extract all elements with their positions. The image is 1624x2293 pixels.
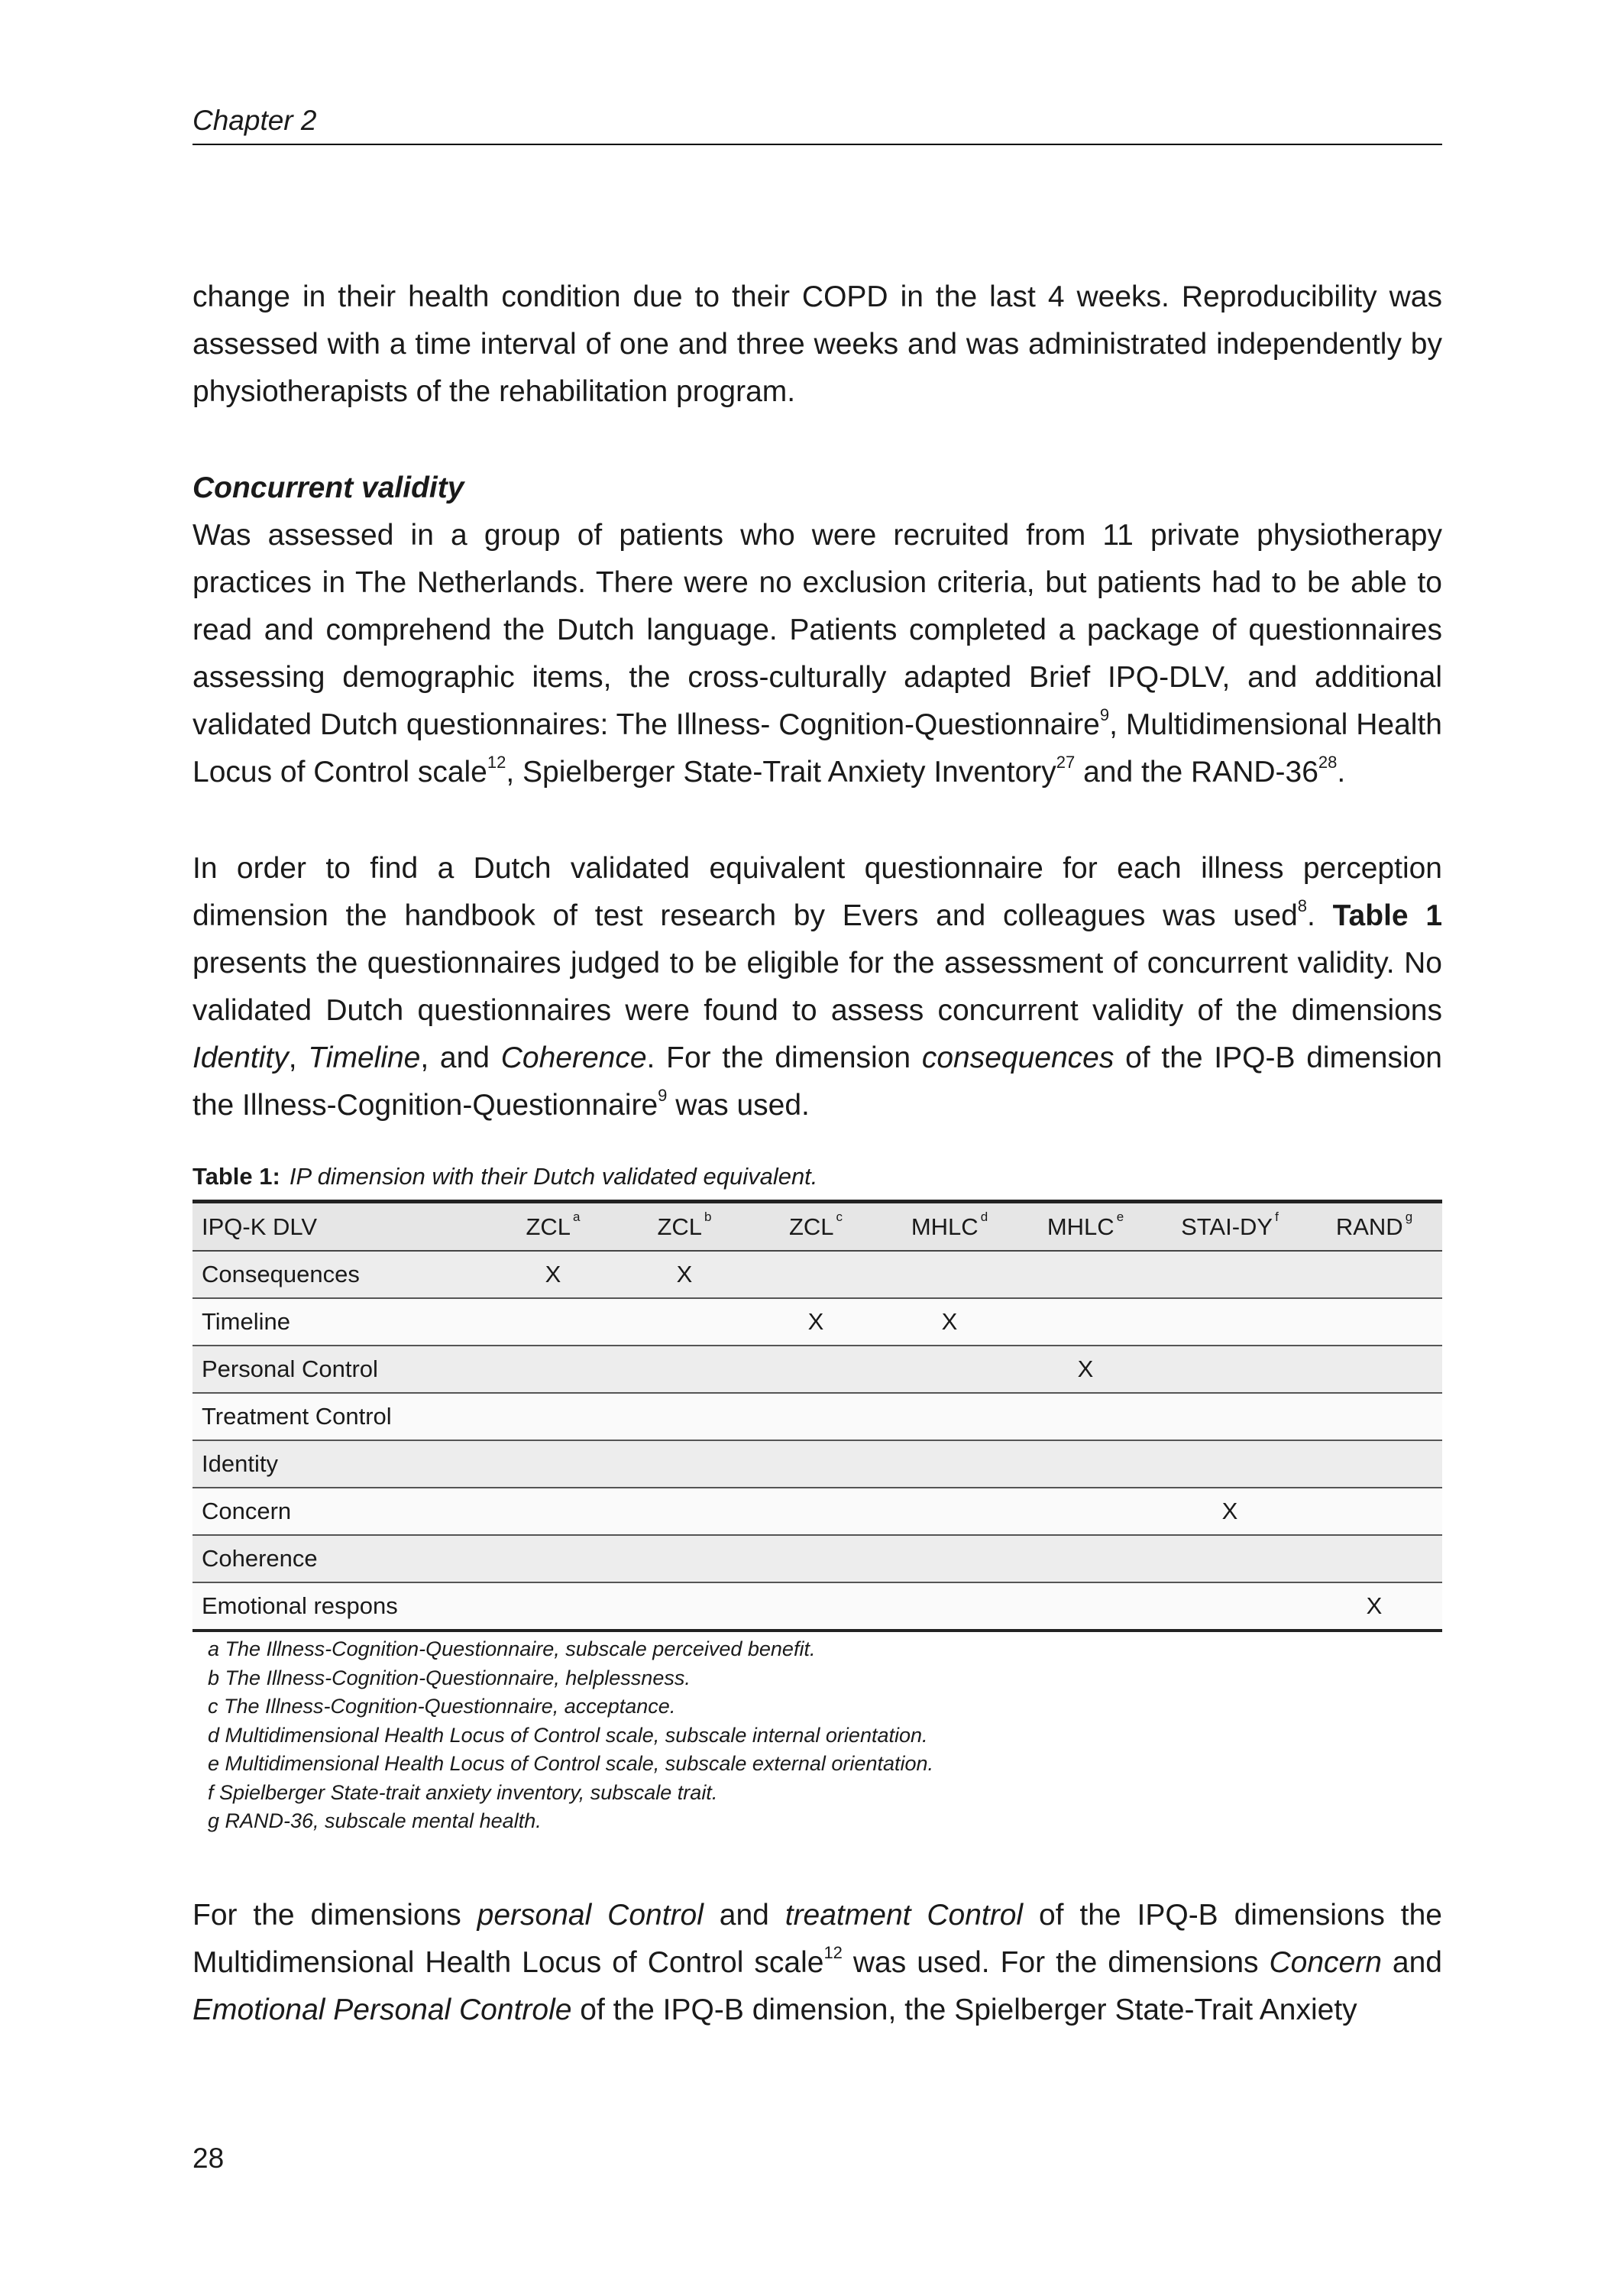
ip-dimension-table xyxy=(192,1200,1442,1632)
table-cell xyxy=(1153,1346,1306,1393)
page-number: 28 xyxy=(192,2142,225,2174)
row-label: Concern xyxy=(192,1488,487,1535)
table-cell xyxy=(619,1346,750,1393)
table-cell xyxy=(1306,1535,1442,1582)
column-header: MHLC $^e$ xyxy=(1017,1202,1153,1252)
table-footnote: b The Illness-Cognition-Questionnaire, helplessness. xyxy=(208,1666,691,1689)
column-footnote-marker: b xyxy=(704,1210,712,1225)
table-cell xyxy=(1017,1251,1153,1298)
column-footnote-marker: e xyxy=(1116,1210,1124,1225)
reference-superscript: 28 xyxy=(1318,753,1338,772)
table-row xyxy=(192,1440,1442,1488)
column-footnote-marker: g xyxy=(1405,1210,1413,1225)
table-cell: X xyxy=(1017,1346,1153,1393)
table-caption xyxy=(192,1160,817,1193)
table-cell xyxy=(619,1298,750,1346)
table-cell: X xyxy=(1306,1582,1442,1631)
table-cell xyxy=(882,1582,1017,1631)
table-caption-text: IP dimension with their Dutch validated equivalent. xyxy=(289,1163,818,1190)
reference-superscript: 27 xyxy=(1056,753,1076,772)
table-row xyxy=(192,1393,1442,1440)
table-footnote: g RAND-36, subscale mental health. xyxy=(208,1809,542,1832)
table-cell xyxy=(1153,1440,1306,1488)
table-cell xyxy=(487,1488,619,1535)
table-cell xyxy=(1017,1535,1153,1582)
column-header: ZCL $^c$ xyxy=(750,1202,882,1252)
table-cell xyxy=(1017,1298,1153,1346)
column-header: RAND $^g$ xyxy=(1306,1202,1442,1252)
table-cell xyxy=(619,1440,750,1488)
table-cell xyxy=(1306,1298,1442,1346)
table-cell xyxy=(882,1440,1017,1488)
table-cell xyxy=(750,1440,882,1488)
table-cell xyxy=(1306,1251,1442,1298)
table-cell xyxy=(1306,1488,1442,1535)
table-cell xyxy=(882,1535,1017,1582)
table-cell xyxy=(487,1582,619,1631)
table-cell xyxy=(487,1440,619,1488)
table-cell xyxy=(1017,1440,1153,1488)
row-label: Coherence xyxy=(192,1535,487,1582)
table-cell xyxy=(619,1535,750,1582)
table-footnote: c The Illness-Cognition-Questionnaire, acceptance. xyxy=(208,1695,676,1718)
column-header: MHLC $^d$ xyxy=(882,1202,1017,1252)
column-header: ZCL $^a$ xyxy=(487,1202,619,1252)
row-label: Personal Control xyxy=(192,1346,487,1393)
row-label: Identity xyxy=(192,1440,487,1488)
reference-superscript: 12 xyxy=(487,753,506,772)
paragraph-dutch-equivalents: In order to find a Dutch validated equivalent questionnaire for each illness perception dimension the handbook of test research by Evers and colleagues was used$^8$. Table 1 presents the questionnaires judged to be eligible for the assessment of concurrent validity. No validated Dutch questionnaires were found to assess concurrent validity of the dimensions Identity, Timeline, and Coherence. For the dimension consequences of the IPQ-B dimension the Illness-Cognition-Questionnaire$^9$ was used. xyxy=(192,852,1443,1122)
column-footnote-marker: c xyxy=(836,1210,843,1225)
table-row xyxy=(192,1298,1442,1346)
row-label: Consequences xyxy=(192,1251,487,1298)
table-reference: Table 1 xyxy=(1332,899,1443,932)
reference-superscript: 8 xyxy=(1297,896,1308,915)
table-cell: X xyxy=(882,1298,1017,1346)
column-header-dimension: IPQ-K DLV xyxy=(192,1202,487,1252)
table-row xyxy=(192,1582,1442,1631)
table-cell xyxy=(882,1393,1017,1440)
table-cell xyxy=(750,1251,882,1298)
column-footnote-marker: f xyxy=(1275,1210,1279,1225)
reference-superscript: 9 xyxy=(1099,705,1110,724)
table-cell: X xyxy=(1153,1488,1306,1535)
table-cell xyxy=(750,1535,882,1582)
table-cell xyxy=(1017,1488,1153,1535)
table-cell xyxy=(882,1346,1017,1393)
paragraph-intro: change in their health condition due to their COPD in the last 4 weeks. Reproducibility was assessed with a time interval of one and three weeks and was administrated independently by physiotherapists of the rehabilitation program. xyxy=(192,280,1442,408)
table-cell xyxy=(750,1346,882,1393)
table-cell xyxy=(1306,1440,1442,1488)
table-cell xyxy=(487,1346,619,1393)
row-label: Timeline xyxy=(192,1298,487,1346)
table-row xyxy=(192,1251,1442,1298)
column-footnote-marker: a xyxy=(573,1210,581,1225)
table-cell xyxy=(487,1535,619,1582)
reference-superscript: 12 xyxy=(823,1943,843,1962)
paragraph-concurrent-validity: Was assessed in a group of patients who were recruited from 11 private physiotherapy practices in The Netherlands. There were no exclusion criteria, but patients had to be able to read and comprehend the Dutch language. Patients completed a package of questionnaires assessing demographic items, the cross-culturally adapted Brief IPQ-DLV, and additional validated Dutch questionnaires: The Illness- Cognition-Questionnaire$^9$, Multidimensional Health Locus of Control scale$^{12}$, Spielberger State-Trait Anxiety Inventory$^{27}$ and the RAND-$36^{28}$. xyxy=(192,519,1442,789)
table-cell: X xyxy=(487,1251,619,1298)
table-row xyxy=(192,1488,1442,1535)
table-row xyxy=(192,1346,1442,1393)
table-footnote: f Spielberger State-trait anxiety inventory, subscale trait. xyxy=(208,1780,718,1804)
table-cell xyxy=(1306,1393,1442,1440)
table-footnote: d Multidimensional Health Locus of Control scale, subscale internal orientation. xyxy=(208,1723,928,1747)
chapter-title: Chapter 2 xyxy=(192,105,317,136)
table-footnote: a The Illness-Cognition-Questionnaire, subscale perceived benefit. xyxy=(208,1637,816,1660)
reference-superscript: 9 xyxy=(658,1086,668,1105)
table-cell xyxy=(882,1251,1017,1298)
paragraph-control-dimensions: For the dimensions personal Control and treatment Control of the IPQ-B dimensions the Multidimensional Health Locus of Control scale$^{12}$ was used. For the dimensions Concern and Emotional Personal Controle of the IPQ-B dimension, the Spielberger State-Trait Anxiety xyxy=(192,1899,1442,2026)
table-cell xyxy=(1306,1346,1442,1393)
table-cell xyxy=(1153,1582,1306,1631)
table-cell xyxy=(1017,1582,1153,1631)
table-cell xyxy=(750,1488,882,1535)
table-cell xyxy=(1153,1298,1306,1346)
table-cell xyxy=(1153,1535,1306,1582)
table-cell xyxy=(750,1393,882,1440)
table-header-row xyxy=(192,1202,1442,1252)
column-header: ZCL $^b$ xyxy=(619,1202,750,1252)
table-cell xyxy=(1153,1251,1306,1298)
table-cell xyxy=(487,1393,619,1440)
table-cell: X xyxy=(619,1251,750,1298)
table-cell xyxy=(882,1488,1017,1535)
section-heading-concurrent-validity: Concurrent validity xyxy=(192,471,464,504)
table-body xyxy=(192,1251,1442,1631)
column-footnote-marker: d xyxy=(980,1210,988,1225)
running-header xyxy=(192,101,1442,145)
row-label: Treatment Control xyxy=(192,1393,487,1440)
table-cell xyxy=(619,1582,750,1631)
row-label: Emotional respons xyxy=(192,1582,487,1631)
table-cell: X xyxy=(750,1298,882,1346)
table-cell xyxy=(1153,1393,1306,1440)
table-cell xyxy=(750,1582,882,1631)
table-cell xyxy=(619,1393,750,1440)
table-footnotes xyxy=(208,1635,933,1836)
table-cell xyxy=(487,1298,619,1346)
table-footnote: e Multidimensional Health Locus of Control scale, subscale external orientation. xyxy=(208,1752,934,1775)
table-row xyxy=(192,1535,1442,1582)
table-cell xyxy=(1017,1393,1153,1440)
table-caption-label: Table 1: xyxy=(192,1163,280,1190)
table-cell xyxy=(619,1488,750,1535)
column-header: STAI-DY $^f$ xyxy=(1153,1202,1306,1252)
